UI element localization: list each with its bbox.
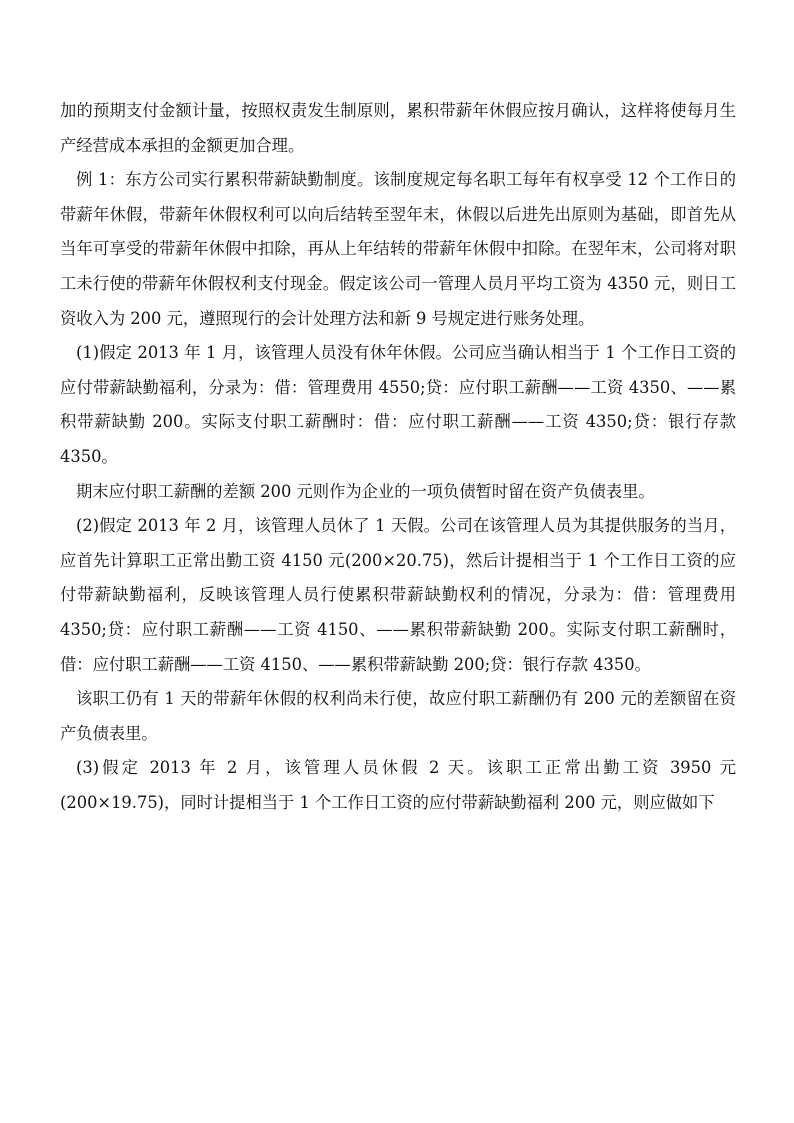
- paragraph-case-1-note: 期末应付职工薪酬的差额 200 元则作为企业的一项负债暂时留在资产负债表里。: [76, 481, 655, 501]
- document-body: [60, 94, 736, 820]
- paragraph-example-1: 例 1：东方公司实行累积带薪缺勤制度。该制度规定每名职工每年有权享受 12 个工作日的带薪年休假，带薪年休假权利可以向后结转至翌年末，休假以后进先出原则为基础，即首先从当年可享受的带薪年休假中扣除，再从上年结转的带薪年休假中扣除。在翌年末，公司将对职工未行使的带薪年休假权利支付现金。假定该公司一管理人员月平均工资为 4350 元，则日工资收入为 200 元，遵照现行的会计处理方法和新 9 号规定进行账务处理。: [60, 170, 736, 328]
- paragraph-case-2-note: 该职工仍有 1 天的带薪年休假的权利尚未行使，故应付职工薪酬仍有 200 元的差额留在资产负债表里。: [60, 689, 736, 743]
- paragraph-case-2: (2)假定 2013 年 2 月，该管理人员休了 1 天假。公司在该管理人员为其提供服务的当月，应首先计算职工正常出勤工资 4150 元(200×20.75)，然后计提相当于 1 个工作日工资的应付带薪缺勤福利，反映该管理人员行使累积带薪缺勤权利的情况，分录为：借：管理费用 4350;贷：应付职工薪酬——工资 4150、——累积带薪缺勤 200。实际支付职工薪酬时，借：应付职工薪酬——工资 4150、——累积带薪缺勤 200;贷：银行存款 4350。: [60, 516, 736, 674]
- paragraph-accrual-principle: 加的预期支付金额计量，按照权责发生制原则，累积带薪年休假应按月确认，这样将使每月生产经营成本承担的金额更加合理。: [60, 101, 736, 155]
- paragraph-case-3: (3)假定 2013 年 2 月，该管理人员休假 2 天。该职工正常出勤工资 3950 元(200×19.75)，同时计提相当于 1 个工作日工资的应付带薪缺勤福利 200 元，则应做如下: [60, 758, 736, 812]
- paragraph-case-1: (1)假定 2013 年 1 月，该管理人员没有休年休假。公司应当确认相当于 1 个工作日工资的应付带薪缺勤福利，分录为：借：管理费用 4550;贷：应付职工薪酬——工资 4350、——累积带薪缺勤 200。实际支付职工薪酬时：借：应付职工薪酬——工资 4350;贷：银行存款 4350。: [60, 343, 736, 466]
